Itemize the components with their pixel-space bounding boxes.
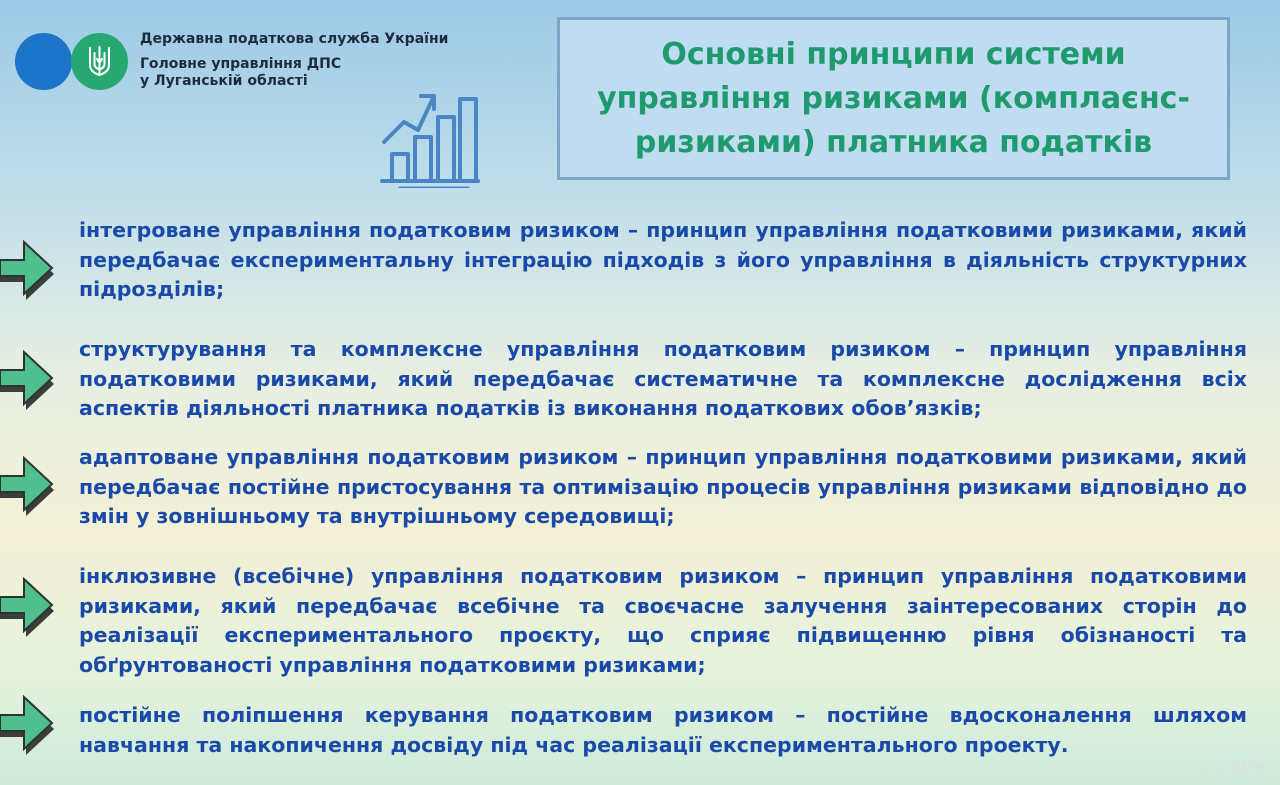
- logo-blue-circle: [15, 33, 72, 90]
- page-title: Основні принципи системи управління ризиками (комплаєнс-ризиками) платника податків: [597, 36, 1190, 160]
- org-region: у Луганській області: [140, 73, 308, 89]
- principle-adapted: адаптоване управління податковим ризиком – принцип управління податковими ризиками, який передбачає постійне пристосування та оптимізацію процесів управління ризиками відповідно до змін у зовнішньому та внутрішньому середовищі;: [79, 445, 1247, 528]
- title-box: [557, 17, 1230, 180]
- principle-inclusive: інклюзивне (всебічне) управління податковим ризиком – принцип управління податковими ризиками, який передбачає всебічне та своєчасне залучення заінтересованих сторін до реалізації експериментального проєкту, що сприяє підвищенню рівня обізнаності та обґрунтованості управління податковими ризиками;: [79, 564, 1247, 677]
- watermark: © xmple: [1195, 756, 1266, 775]
- arrow-right-icon: [0, 695, 60, 759]
- principle-integrated: інтегроване управління податковим ризиком – принцип управління податковими ризиками, який передбачає експериментальну інтеграцію підходів з його управління в діяльність структурних підрозділів;: [79, 218, 1247, 301]
- trident-icon: [87, 45, 112, 78]
- org-name: Державна податкова служба України: [140, 31, 449, 47]
- arrow-right-icon: [0, 350, 60, 414]
- org-department: Головне управління ДПС: [140, 56, 342, 72]
- principle-structured: структурування та комплексне управління податковим ризиком – принцип управління податковими ризиками, який передбачає систематичне та комплексне дослідження всіх аспектів діяльності платника податків із виконання податкових обов’язків;: [79, 337, 1247, 420]
- arrow-right-icon: [0, 456, 60, 520]
- logo-green-circle: [71, 33, 128, 90]
- arrow-right-icon: [0, 240, 60, 304]
- principle-continuous-improvement: постійне поліпшення керування податковим ризиком – постійне вдосконалення шляхом навчання та накопичення досвіду під час реалізації експериментального проекту.: [79, 703, 1247, 757]
- arrow-right-icon: [0, 577, 60, 641]
- growth-chart-icon: [378, 90, 482, 188]
